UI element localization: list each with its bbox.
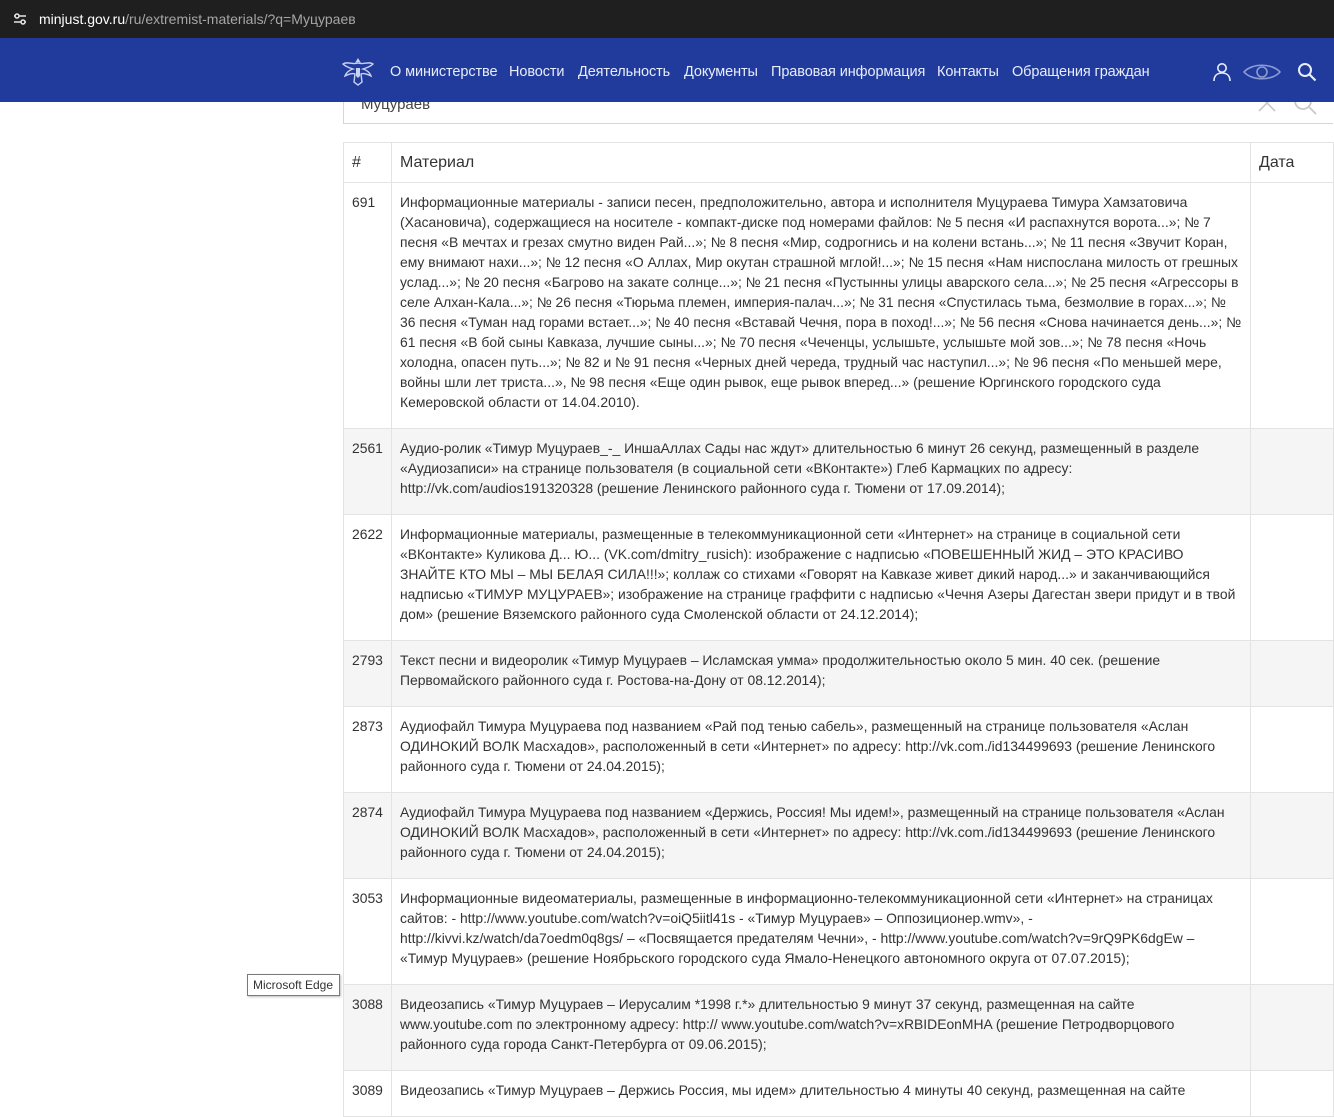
row-material: Информационные материалы - записи песен, предположительно, автора и исполнителя Муцураева Тимура Хамзатовича (Хасановича), содержащиеся на носителе - компакт-диске под номерами файлов: № 5 песня «И распахнутся ворота...»; № 7 песня «В мечтах и грезах смутно виден Рай...»; № 8 песня «Мир, содрогнись и на колени встань...»; № 11 песня «Звучит Коран, ему внимают нахи...»; № 12 песня «О Аллах, Мир окутан страшной мглой!...»; № 15 песня «Нам ниспослана милость от грешных услад...»; № 20 песня «Багрово на закате солнце...»; № 21 песня «Пустынны улицы аварского села...»; № 25 песня «Агрессоры в селе Алхан-Кала...»; № 26 песня «Тюрьма племен, империя-палач...»; № 31 песня «Спустилась тьма, безмолвие в горах...»; № 36 песня «Туман над горами встает...»; № 40 песня «Вставай Чечня, пора в поход!...»; № 56 песня «Снова начинается день...»; № 61 песня «В бой сыны Кавказа, лучшие сыны...»; № 70 песня «Чеченцы, услышьте, услышьте мой зов...»; № 78 песня «Ночь холодна, опасен путь...»; № 82 и № 91 песня «Черных дней череда, трудный час наступил...»; № 96 песня «По меньшей мере, войны шли лет триста...», № 98 песня «Еще один рывок, еще рывок вперед...» (решение Юргинского городского суда Кемеровской области от 14.04.2010). [392, 183, 1251, 429]
browser-address-bar [0, 0, 1334, 38]
row-date [1251, 707, 1334, 793]
url-host: minjust.gov.ru [39, 11, 126, 27]
table-row [344, 985, 1334, 1071]
row-date [1251, 985, 1334, 1071]
accessibility-eye-icon[interactable] [1242, 62, 1282, 87]
row-date [1251, 793, 1334, 879]
nav-item-documents[interactable]: Документы [684, 64, 758, 80]
nav-item-legal-info[interactable]: Правовая информация [771, 64, 926, 80]
row-material: Аудиофайл Тимура Муцураева под названием «Рай под тенью сабель», размещенный на странице пользователя «Аслан ОДИНОКИЙ ВОЛК Масхадов», расположенный в сети «Интернет» по адресу: http://vk.com./id134499693 (решение Ленинского районного суда г. Тюмени от 24.04.2015); [392, 707, 1251, 793]
nav-item-activity[interactable]: Деятельность [578, 64, 671, 80]
nav-item-contacts[interactable]: Контакты [937, 64, 999, 80]
column-header-number: # [344, 143, 392, 183]
table-row [344, 515, 1334, 641]
row-material: Текст песни и видеоролик «Тимур Муцураев – Исламская умма» продолжительностью около 5 мин. 40 сек. (решение Первомайского районного суда г. Ростова-на-Дону от 08.12.2014); [392, 641, 1251, 707]
extremist-materials-table [343, 142, 1334, 1117]
row-number: 2622 [344, 515, 392, 641]
search-input[interactable] [361, 102, 1161, 113]
table-row [344, 429, 1334, 515]
table-row [344, 793, 1334, 879]
column-header-material: Материал [392, 143, 1251, 183]
row-number: 691 [344, 183, 392, 429]
ministry-emblem-logo[interactable] [341, 55, 375, 87]
table-row [344, 707, 1334, 793]
row-date [1251, 515, 1334, 641]
clear-search-icon[interactable] [1256, 102, 1278, 119]
search-box [343, 102, 1333, 124]
search-submit-icon[interactable] [1292, 102, 1318, 121]
table-row [344, 1071, 1334, 1117]
url-path: /ru/extremist-materials/?q=Муцураев [125, 11, 356, 27]
site-info-icon[interactable] [6, 5, 34, 33]
row-date [1251, 879, 1334, 985]
row-material: Информационные видеоматериалы, размещенные в информационно-телекоммуникационной сети «Интернет» на страницах сайтов: - http://www.youtube.com/watch?v=oiQ5iitl41s - «Тимур Муцураев» – Оппозиционер.wmv», - http://kivvi.kz/watch/da7oedm0q8gs/ – «Посвящается предателям Чечни», - http://www.youtube.com/watch?v=9rQ9PK6dgEw – «Тимур Муцураев» (решение Ноябрьского городского суда Ямало-Ненецкого автономного округа от 07.07.2015); [392, 879, 1251, 985]
user-account-icon[interactable] [1212, 62, 1232, 87]
row-material: Видеозапись «Тимур Муцураев – Держись Россия, мы идем» длительностью 4 минуты 40 секунд, размещенная на сайте [392, 1071, 1251, 1117]
table-row [344, 879, 1334, 985]
row-material: Видеозапись «Тимур Муцураев – Иерусалим *1998 г.*» длительностью 9 минут 37 секунд, размещенная на сайте www.youtube.com по электронному адресу: http:// www.youtube.com/watch?v=xRBIDEonMHA (решение Петродворцового районного суда города Санкт-Петербурга от 09.06.2015); [392, 985, 1251, 1071]
row-material: Аудиофайл Тимура Муцураева под названием «Держись, Россия! Мы идем!», размещенный на странице пользователя «Аслан ОДИНОКИЙ ВОЛК Масхадов», расположенный в сети «Интернет» по адресу: http://vk.com./id134499693 (решение Ленинского районного суда г. Тюмени от 24.04.2015); [392, 793, 1251, 879]
address-url[interactable] [39, 11, 356, 27]
search-icon[interactable] [1297, 62, 1317, 87]
nav-item-ministry[interactable]: О министерстве [390, 64, 498, 80]
row-material: Аудио-ролик «Тимур Муцураев_-_ ИншаАллах Сады нас ждут» длительностью 6 минут 26 секунд, размещенный в разделе «Аудиозаписи» на странице пользователя (в социальной сети «ВКонтакте») Глеб Кармацких по адресу: http://vk.com/audios191320328 (решение Ленинского районного суда г. Тюмени от 17.09.2014); [392, 429, 1251, 515]
row-date [1251, 429, 1334, 515]
row-date [1251, 183, 1334, 429]
table-header-row [344, 143, 1334, 183]
row-material: Информационные материалы, размещенные в телекоммуникационной сети «Интернет» на странице в социальной сети «ВКонтакте» Куликова Д... Ю... (VK.com/dmitry_rusich): изображение с надписью «ПОВЕШЕННЫЙ ЖИД – ЭТО КРАСИВО ЗНАЙТЕ КТО МЫ – МЫ БЕЛАЯ СИЛА!!!»; коллаж со стихами «Говорят на Кавказе живет дикий народ...» и заканчивающийся надписью «ТИМУР МУЦУРАЕВ»; изображение на странице граффити с надписью «Чечня Азеры Дагестан звери придут и в твой дом» (решение Вяземского районного суда Смоленской области от 24.12.2014); [392, 515, 1251, 641]
row-date [1251, 641, 1334, 707]
row-number: 3053 [344, 879, 392, 985]
row-number: 3089 [344, 1071, 392, 1117]
browser-tooltip: Microsoft Edge [247, 974, 340, 996]
column-header-date: Дата [1251, 143, 1334, 183]
row-number: 2793 [344, 641, 392, 707]
row-number: 2873 [344, 707, 392, 793]
nav-item-citizen-appeals[interactable]: Обращения граждан [1012, 64, 1150, 80]
row-number: 2874 [344, 793, 392, 879]
row-number: 3088 [344, 985, 392, 1071]
row-date [1251, 1071, 1334, 1117]
row-number: 2561 [344, 429, 392, 515]
site-navbar [0, 38, 1334, 102]
nav-item-news[interactable]: Новости [509, 64, 565, 80]
table-row [344, 641, 1334, 707]
table-row [344, 183, 1334, 429]
